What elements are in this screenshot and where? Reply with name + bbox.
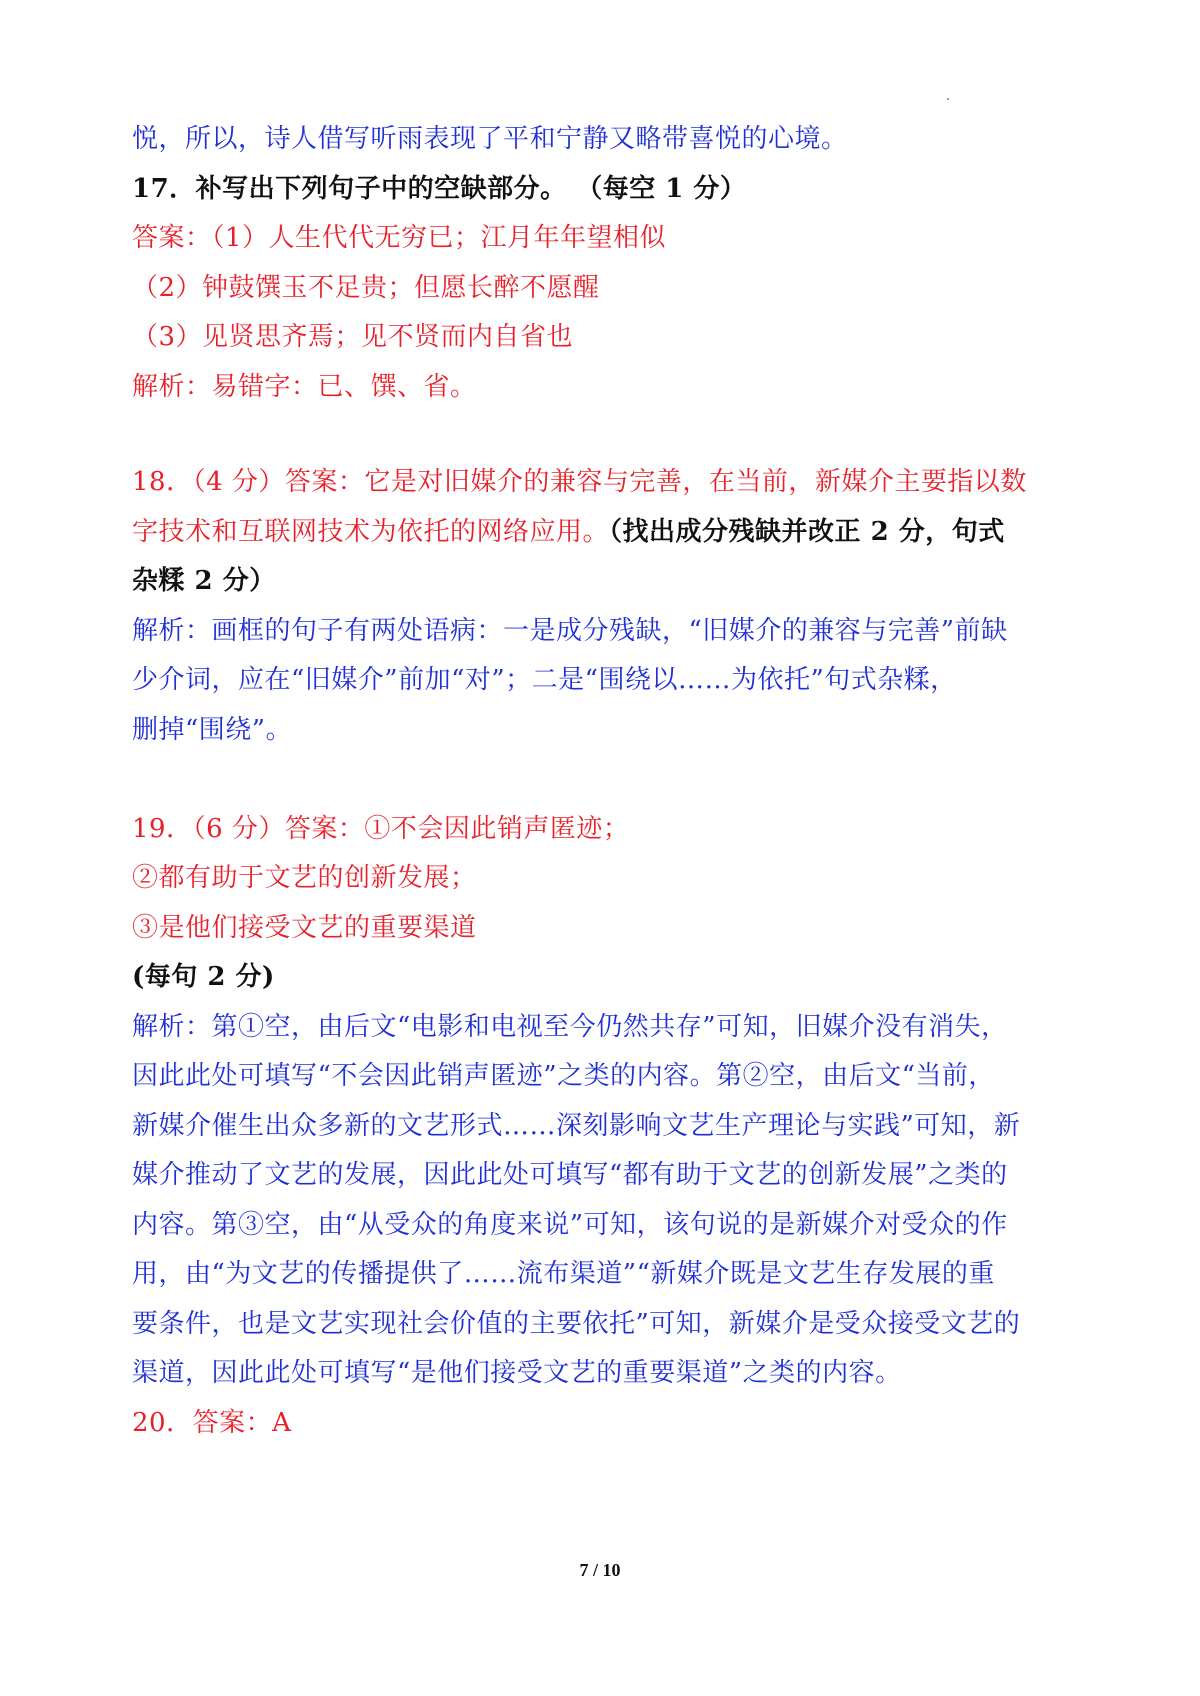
answer-17-line-1: 答案：（1）人生代代无穷已；江月年年望相似: [132, 223, 667, 253]
answer-19-scoring: (每句 2 分): [132, 962, 275, 992]
analysis-line: 悦，所以，诗人借写听雨表现了平和宁静又略带喜悦的心境。: [132, 124, 848, 154]
answer-19-blank-2: ②都有助于文艺的创新发展；: [132, 863, 477, 893]
answer-19-blank-3: ③是他们接受文艺的重要渠道: [132, 913, 477, 943]
analysis-19-line-8: 渠道，因此此处可填写“是他们接受文艺的重要渠道”之类的内容。: [132, 1358, 902, 1388]
analysis-19-line-3: 新媒介催生出众多新的文艺形式……深刻影响文艺生产理论与实践”可知，新: [132, 1111, 1021, 1141]
question-17-heading: 17．补写出下列句子中的空缺部分。 （每空 1 分）: [132, 174, 747, 204]
analysis-19-line-2: 因此此处可填写“不会因此销声匿迹”之类的内容。第②空，由后文“当前，: [132, 1061, 995, 1091]
page-number: 7 / 10: [579, 1560, 621, 1580]
question-19-number: 19．: [132, 814, 193, 844]
answer-20: 20．答案：A: [132, 1408, 292, 1438]
analysis-19-line-4: 媒介推动了文艺的发展，因此此处可填写“都有助于文艺的创新发展”之类的: [132, 1160, 1008, 1190]
answer-19-blank-1: （6 分）答案：①不会因此销声匿迹；: [192, 814, 630, 844]
analysis-19-line-1: 解析：第①空，由后文“电影和电视至今仍然共存”可知，旧媒介没有消失，: [132, 1012, 1008, 1042]
answer-18-corrected-text: 字技术和互联网技术为依托的网络应用。: [132, 517, 610, 547]
answer-18-scoring: （找出成分残缺并改正 2 分，句式: [609, 517, 1005, 547]
analysis-19-line-7: 要条件，也是文艺实现社会价值的主要依托”可知，新媒介是受众接受文艺的: [132, 1309, 1021, 1339]
answer-19-line-1: [132, 812, 1082, 846]
analysis-17: 解析：易错字：已、馔、省。: [132, 372, 477, 402]
answer-18-line-2: [132, 515, 1082, 549]
analysis-18-line-3: 删掉“围绕”。: [132, 715, 293, 745]
answer-17-line-2: （2）钟鼓馔玉不足贵；但愿长醉不愿醒: [132, 273, 600, 303]
analysis-19-line-5: 内容。第③空，由“从受众的角度来说”可知，该句说的是新媒介对受众的作: [132, 1210, 1008, 1240]
analysis-19-line-6: 用，由“为文艺的传播提供了……流布渠道”“新媒介既是文艺生存发展的重: [132, 1259, 995, 1289]
answer-18-scoring-cont: 杂糅 2 分）: [132, 566, 276, 596]
analysis-18-line-1: 解析：画框的句子有两处语病：一是成分残缺，“旧媒介的兼容与完善”前缺: [132, 616, 1008, 646]
analysis-18-line-2: 少介词，应在“旧媒介”前加“对”；二是“围绕以……为依托”句式杂糅，: [132, 665, 957, 695]
scan-dot: [947, 98, 949, 100]
answer-18-line-1: 18．（4 分）答案：它是对旧媒介的兼容与完善，在当前，新媒介主要指以数: [132, 467, 1027, 497]
answer-17-line-3: （3）见贤思齐焉；见不贤而内自省也: [132, 322, 574, 352]
